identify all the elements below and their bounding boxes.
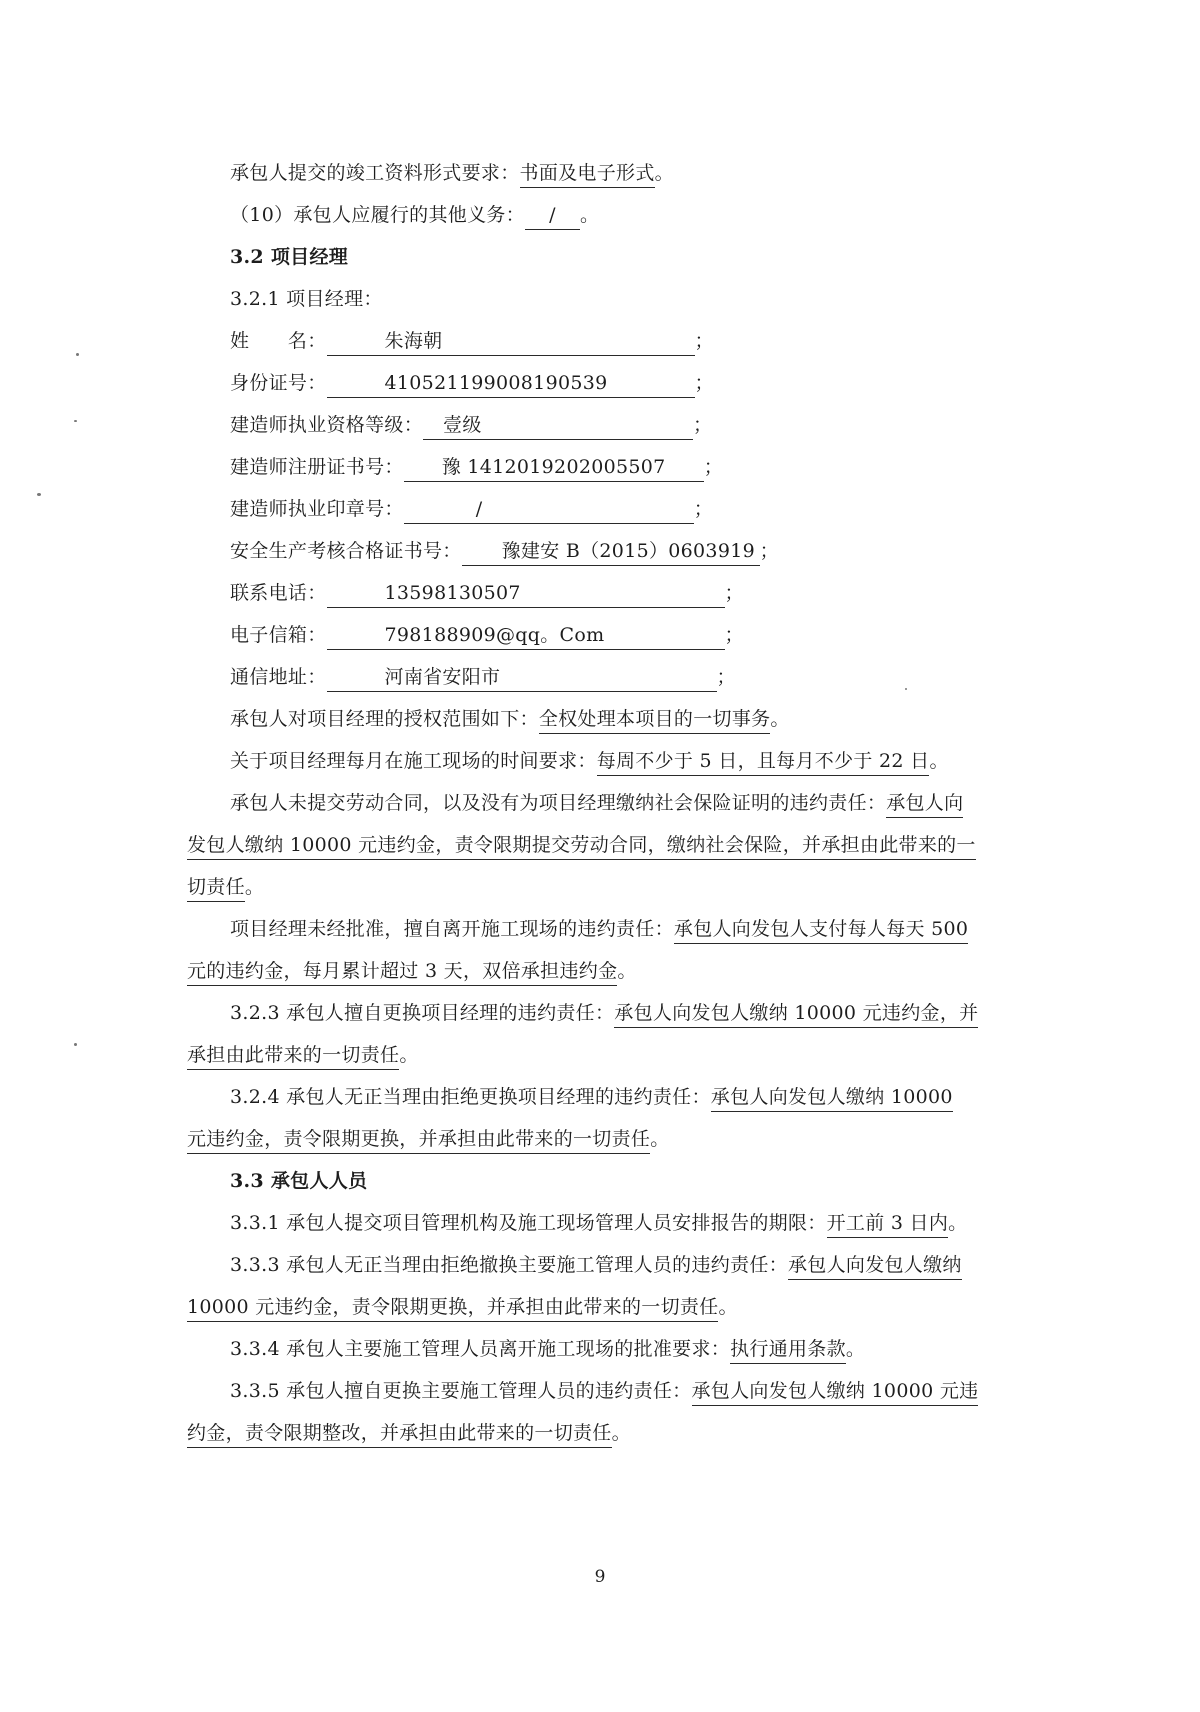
field-id-number: 身份证号： 410521199008190539 ；: [230, 368, 714, 398]
field-email: 电子信箱： 798188909@qq。Com ；: [230, 620, 744, 650]
field-seal-number: 建造师执业印章号： / ；: [230, 494, 713, 524]
safety-label: 安全生产考核合格证书号：: [230, 540, 462, 562]
para-3-2-3-l2: 承担由此带来的一切责任。: [187, 1040, 419, 1070]
field-qualification-grade: 建造师执业资格等级： 壹级 ；: [230, 410, 712, 440]
section-3-2-1-heading: 3.2.1 项目经理：: [230, 288, 383, 310]
section-3-2-heading: 3.2 项目经理: [230, 246, 349, 268]
email-value: 798188909@qq。Com: [327, 622, 725, 650]
para-3-3-1: 3.3.1 承包人提交项目管理机构及施工现场管理人员安排报告的期限：开工前 3 日内。: [230, 1208, 967, 1238]
address-value: 河南省安阳市: [327, 664, 717, 692]
grade-value: 壹级: [423, 412, 693, 440]
grade-label: 建造师执业资格等级：: [230, 414, 424, 436]
field-safety-cert: 安全生产考核合格证书号： 豫建安 B（2015）0603919 ；: [230, 536, 779, 566]
name-label: 姓 名：: [230, 330, 327, 352]
authorization-label: 承包人对项目经理的授权范围如下：: [230, 708, 539, 730]
field-name: 姓 名： 朱海朝 ；: [230, 326, 714, 356]
cert-label: 建造师注册证书号：: [230, 456, 404, 478]
para-leave-site-l1: 项目经理未经批准，擅自离开施工现场的违约责任：承包人向发包人支付每人每天 500: [230, 914, 968, 944]
line-completion-docs: 承包人提交的竣工资料形式要求：书面及电子形式。: [230, 158, 674, 188]
para-3-2-4-l2: 元违约金，责令限期更换，并承担由此带来的一切责任。: [187, 1124, 670, 1154]
para-3-3-4: 3.3.4 承包人主要施工管理人员离开施工现场的批准要求：执行通用条款。: [230, 1334, 865, 1364]
id-value: 410521199008190539: [327, 370, 695, 398]
other-obligations-label: （10）承包人应履行的其他义务：: [230, 204, 525, 226]
id-label: 身份证号：: [230, 372, 327, 394]
cert-value: 豫 1412019202005507: [404, 454, 704, 482]
para-labor-contract-l3: 切责任。: [187, 872, 264, 902]
line-authorization: 承包人对项目经理的授权范围如下：全权处理本项目的一切事务。: [230, 704, 790, 734]
time-requirement-label: 关于项目经理每月在施工现场的时间要求：: [230, 750, 597, 772]
field-address: 通信地址： 河南省安阳市 ；: [230, 662, 736, 692]
email-label: 电子信箱：: [230, 624, 327, 646]
para-3-2-4-l1: 3.2.4 承包人无正当理由拒绝更换项目经理的违约责任：承包人向发包人缴纳 10000: [230, 1082, 953, 1112]
page-number: 9: [594, 1567, 606, 1587]
para-3-2-3-l1: 3.2.3 承包人擅自更换项目经理的违约责任：承包人向发包人缴纳 10000 元违约金，并: [230, 998, 978, 1028]
line-other-obligations: （10）承包人应履行的其他义务： / 。: [230, 200, 599, 230]
section-3-3-heading: 3.3 承包人人员: [230, 1170, 368, 1192]
para-leave-site-l2: 元的违约金，每月累计超过 3 天，双倍承担违约金。: [187, 956, 637, 986]
para-labor-contract-l1: 承包人未提交劳动合同，以及没有为项目经理缴纳社会保险证明的违约责任：承包人向: [230, 788, 963, 818]
line-time-requirement: 关于项目经理每月在施工现场的时间要求：每周不少于 5 日，且每月不少于 22 日。: [230, 746, 949, 776]
phone-value: 13598130507: [327, 580, 725, 608]
completion-docs-value: 书面及电子形式: [520, 160, 655, 188]
scan-speck: [74, 420, 77, 422]
seal-label: 建造师执业印章号：: [230, 498, 404, 520]
name-value: 朱海朝: [327, 328, 695, 356]
phone-label: 联系电话：: [230, 582, 327, 604]
scan-speck: [37, 493, 41, 496]
para-3-3-3-l2: 10000 元违约金，责令限期更换，并承担由此带来的一切责任。: [187, 1292, 738, 1322]
para-labor-contract-l2: 发包人缴纳 10000 元违约金，责令限期提交劳动合同，缴纳社会保险，并承担由此带来的一: [187, 830, 976, 860]
field-registration-cert: 建造师注册证书号： 豫 1412019202005507 ；: [230, 452, 723, 482]
time-requirement-value: 每周不少于 5 日，且每月不少于 22 日: [597, 748, 930, 776]
other-obligations-value: /: [525, 202, 580, 230]
para-3-3-5-l1: 3.3.5 承包人擅自更换主要施工管理人员的违约责任：承包人向发包人缴纳 10000 元违: [230, 1376, 978, 1406]
scan-speck: [76, 353, 79, 356]
safety-value: 豫建安 B（2015）0603919: [462, 538, 760, 566]
seal-value: /: [404, 496, 694, 524]
completion-docs-label: 承包人提交的竣工资料形式要求：: [230, 162, 520, 184]
para-3-3-3-l1: 3.3.3 承包人无正当理由拒绝撤换主要施工管理人员的违约责任：承包人向发包人缴纳: [230, 1250, 962, 1280]
scan-speck: [905, 688, 907, 690]
para-3-3-5-l2: 约金，责令限期整改，并承担由此带来的一切责任。: [187, 1418, 631, 1448]
field-phone: 联系电话： 13598130507 ；: [230, 578, 744, 608]
address-label: 通信地址：: [230, 666, 327, 688]
scan-speck: [74, 1043, 77, 1046]
authorization-value: 全权处理本项目的一切事务: [539, 706, 771, 734]
